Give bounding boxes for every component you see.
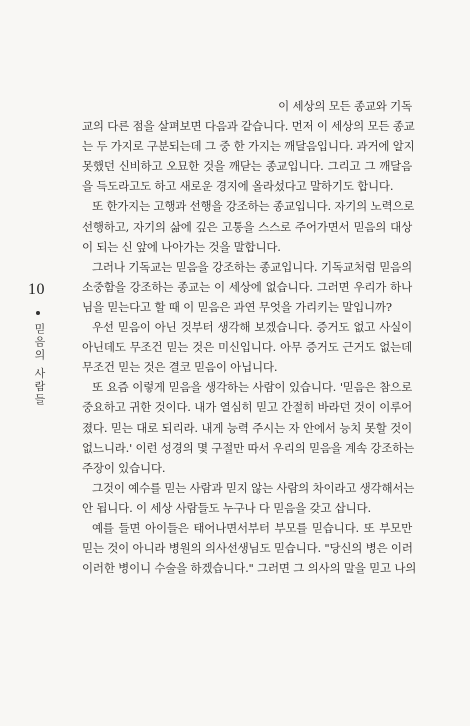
- text-line: 무조건 믿는 것은 결코 믿음이 아닙니다.: [82, 360, 278, 375]
- page-number: 10: [28, 281, 45, 298]
- text-line: 선행하고, 자기의 삶에 깊은 고통을 스스로 주어가면서 믿음의 대상: [82, 219, 412, 234]
- body-text: [82, 96, 417, 578]
- text-line: 아닌데도 무조건 믿는 것은 미신입니다. 아무 증거도 근거도 없는데: [82, 340, 412, 355]
- bullet-dot: [36, 311, 40, 315]
- running-title: 믿음의 사람들: [33, 323, 46, 407]
- text-line: 이 되는 신 앞에 나아가는 것을 말합니다.: [82, 239, 281, 254]
- text-line: 을 득도라고도 하고 새로운 경지에 올라섰다고 말하기도 합니다.: [82, 179, 394, 194]
- text-line: 믿는 것이 아니라 병원의 의사선생님도 믿습니다. "당신의 병은 이러: [82, 541, 413, 556]
- text-line: 안 됩니다. 이 세상 사람들도 누구나 다 믿음을 갖고 삽니다.: [82, 500, 371, 515]
- text-line: 는 두 가지로 구분되는데 그 중 한 가지는 깨달음입니다. 과거에 알지: [82, 139, 415, 154]
- text-line: 못했던 신비하고 오묘한 것을 깨닫는 종교입니다. 그리고 그 깨달음: [82, 159, 412, 174]
- text-line: 또 한가지는 고행과 선행을 강조하는 종교입니다. 자기의 노력으로: [92, 199, 415, 214]
- text-line: 그것이 예수를 믿는 사람과 믿지 않는 사람의 차이라고 생각해서는: [92, 480, 415, 495]
- text-line: 교의 다른 점을 살펴보면 다음과 같습니다. 먼저 이 세상의 모든 종교: [82, 119, 415, 134]
- text-line: 또 요즘 이렇게 믿음을 생각하는 사람이 있습니다. '믿음은 참으로: [92, 380, 412, 395]
- text-line: 중요하고 귀한 것이다. 내가 열심히 믿고 간절히 바라던 것이 이루어: [82, 400, 412, 415]
- text-line: 우선 믿음이 아닌 것부터 생각해 보겠습니다. 증거도 없고 사실이: [92, 320, 412, 335]
- text-line: 이 세상의 모든 종교와 기독: [278, 99, 412, 113]
- text-line: 없느니라.' 이런 성경의 몇 구절만 따서 우리의 믿음을 계속 강조하는: [82, 440, 415, 455]
- text-line: 예를 들면 아이들은 태어나면서부터 부모를 믿습니다. 또 부모만: [92, 520, 412, 535]
- text-line: 소중함을 강조하는 종교는 이 세상에 없습니다. 그러면 우리가 하나: [82, 279, 412, 294]
- text-line: 주장이 있습니다.: [82, 460, 166, 475]
- text-line: 졌다. 믿는 대로 되리라. 내게 능력 주시는 자 안에서 능치 못할 것이: [82, 420, 412, 435]
- text-line: 그러나 기독교는 믿음을 강조하는 종교입니다. 기독교처럼 믿음의: [92, 259, 412, 274]
- text-line: 님을 믿는다고 할 때 이 믿음은 과연 무엇을 가리키는 말입니까?: [82, 299, 392, 314]
- text-line: 이러한 병이니 수술을 하겠습니다." 그러면 그 의사의 말을 믿고 나의: [82, 561, 417, 576]
